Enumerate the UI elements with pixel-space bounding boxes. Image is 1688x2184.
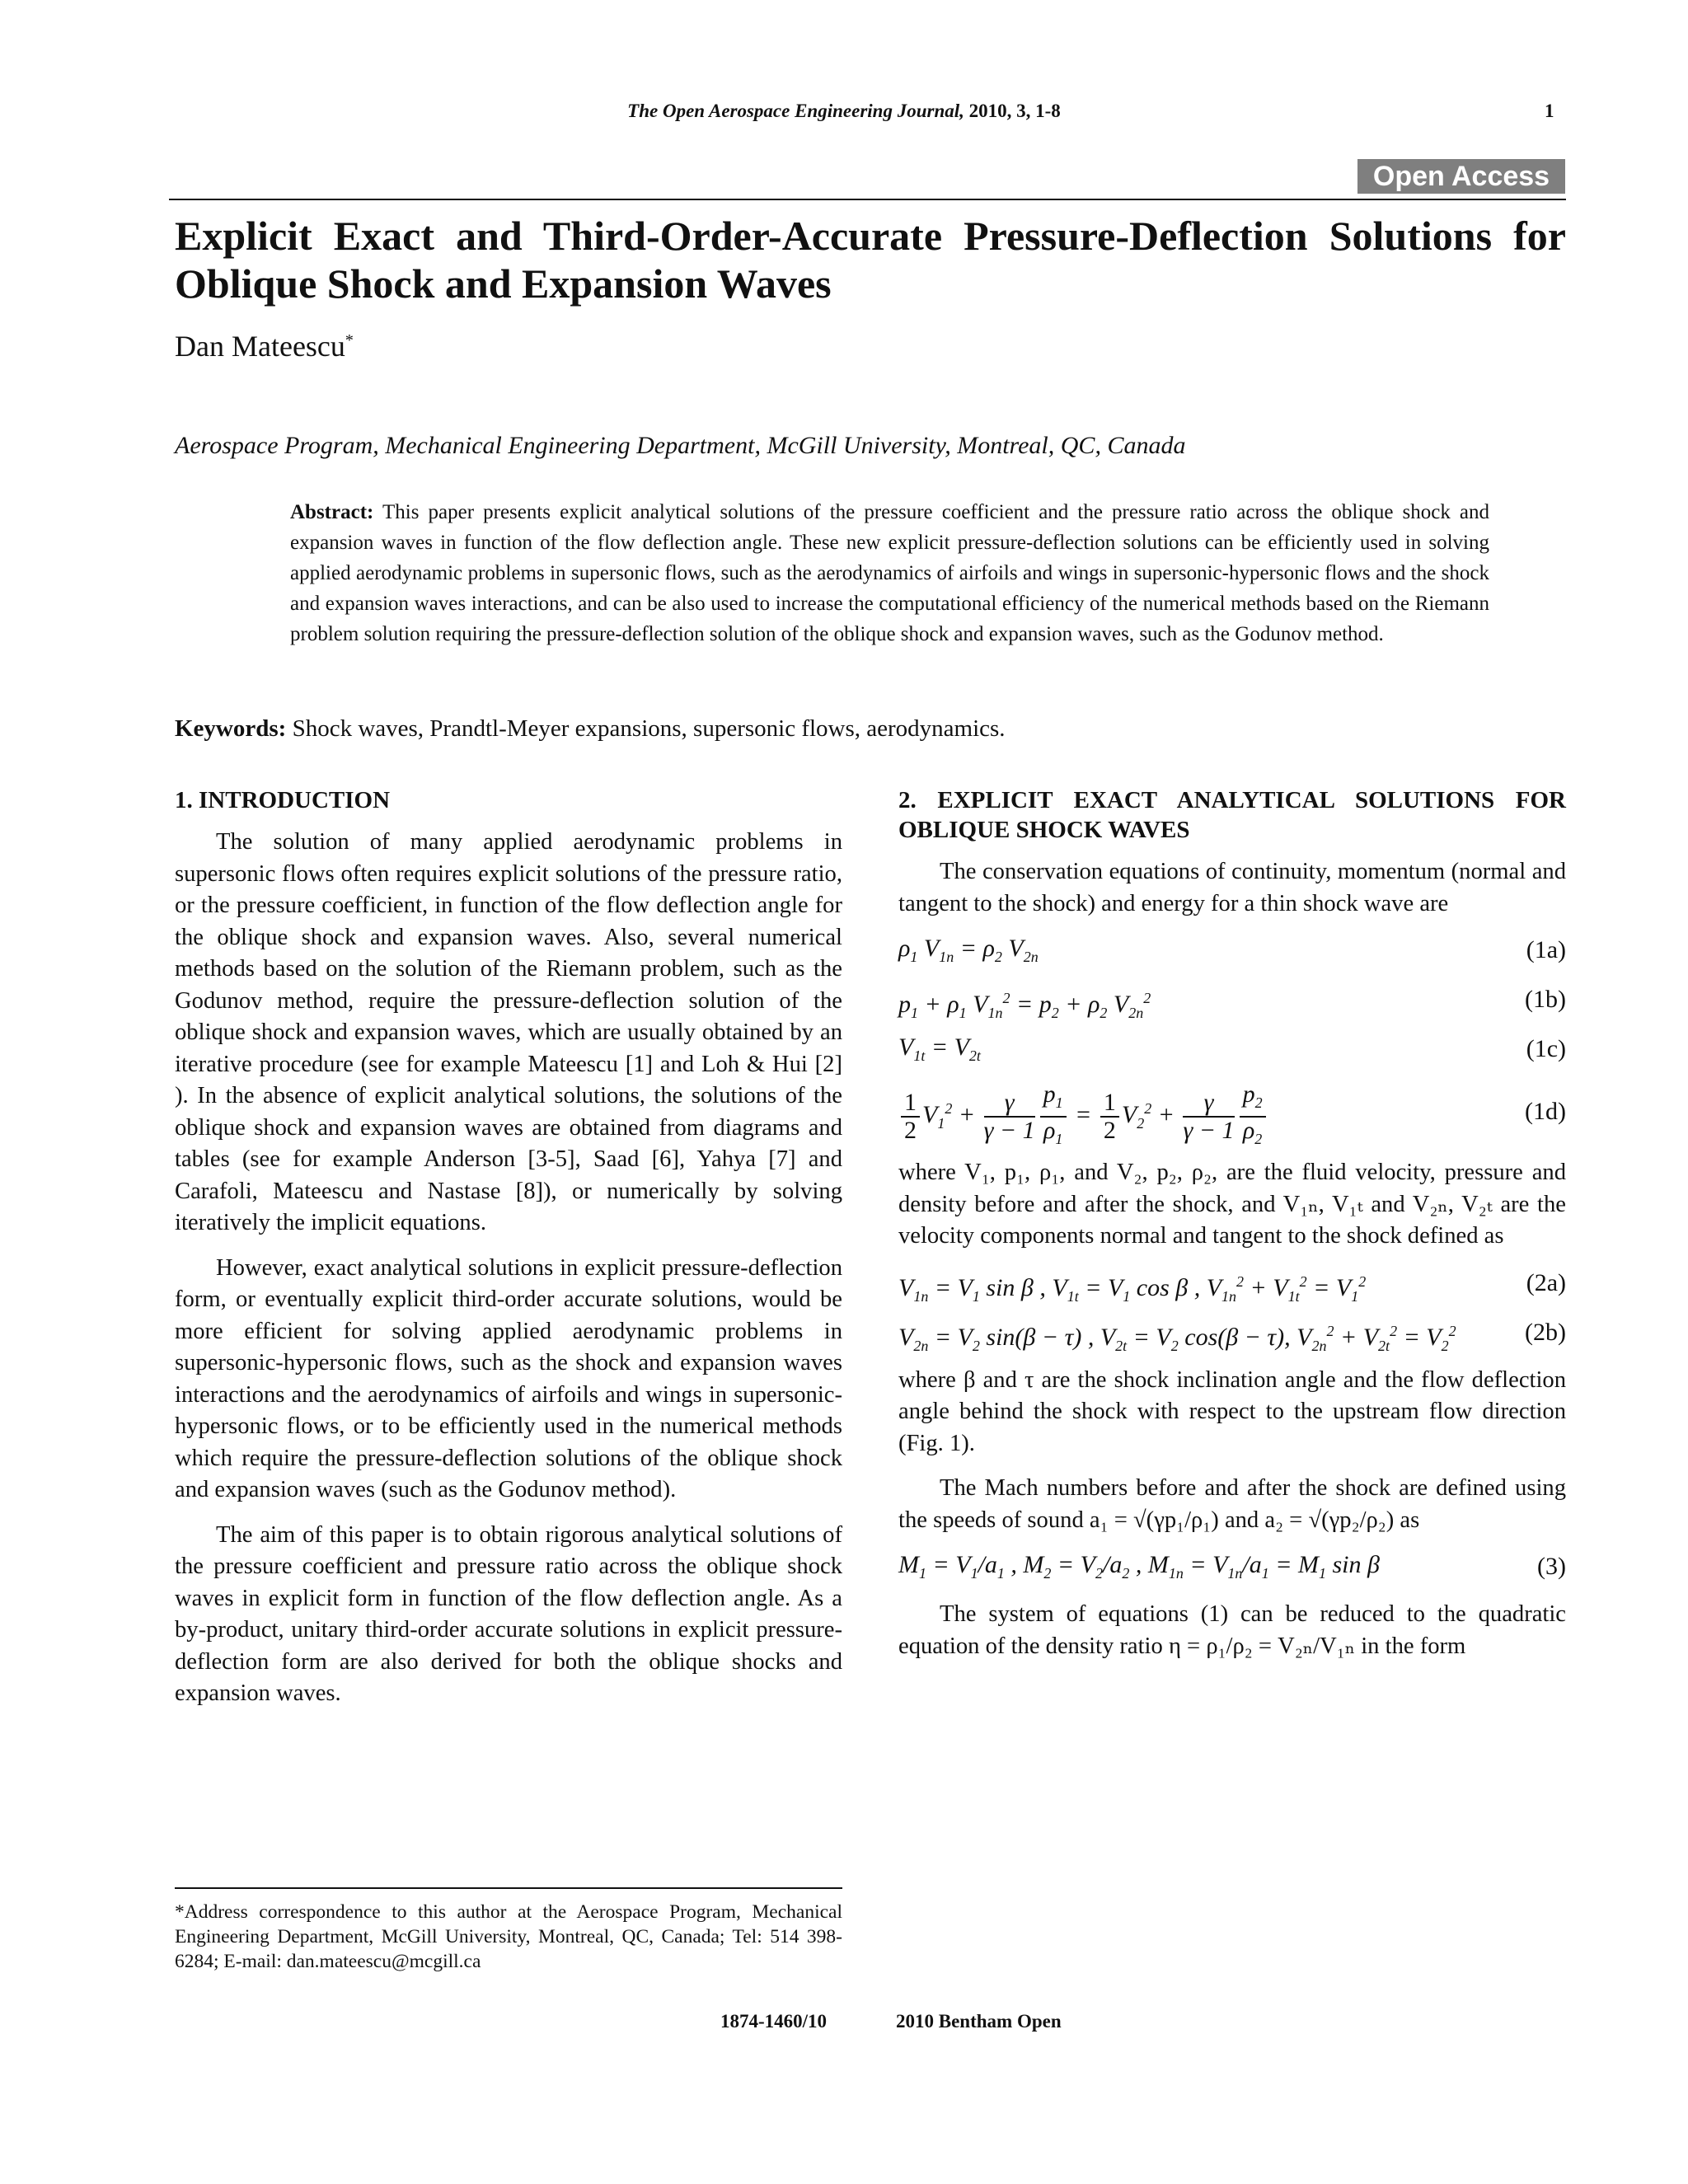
footnote-rule [175,1887,842,1889]
paper-title: Explicit Exact and Third-Order-Accurate Pressure-Deflection Solutions for Oblique Shock and Expansion Waves [175,213,1566,307]
equation-1a: $\rho_1$ $V_{1n} = \rho_2$ $V_{2n}$ (1a) [898,935,1566,965]
right-column [898,785,1566,1675]
footnote: *Address correspondence to this author at the Aerospace Program, Mechanical Engineering Department, McGill University, Montreal, QC, Canada; Tel: 514 398-6284; E-mail: dan.mateescu@mcgill.ca [175,1901,842,1972]
angles-paragraph: where β and τ are the shock inclination angle and the flow deflection angle behind the shock with respect to the upstream flow direction (Fig. 1). [898,1366,1566,1456]
mach-paragraph: The Mach numbers before and after the shock are defined using the speeds of sound a₁ = √(γp₁/ρ₁) and a₂ = √(γp₂/ρ₂) as [898,1475,1566,1533]
affiliation: Aerospace Program, Mechanical Engineering Department, McGill University, Montreal, QC, Canada [175,432,1186,459]
equation-3: $M_1 = V_1/a_1$ , $M_2 = V_2/a_2$ , $M_{1n} = V_{1n}/a_1 = M_1$ sin β (3) [898,1551,1566,1582]
left-column [175,785,842,1723]
journal-name: The Open Aerospace Engineering Journal, [627,101,964,121]
equation-1a-label: (1a) [1526,936,1566,963]
equation-1b: $p_1 + \rho_1$ $V_{1n}^2 = p_2 + \rho_2$ $V_{2n}^2$ (1b) [898,986,1566,1021]
keywords-label: Keywords: [175,715,287,742]
equation-1c: $V_{1t} = V_{2t}$ (1c) [898,1033,1566,1064]
page-number: 1 [1545,101,1554,121]
running-head [0,101,1688,122]
section-heading-explicit-solutions: 2. EXPLICIT EXACT ANALYTICAL SOLUTIONS FOR OBLIQUE SHOCK WAVES [898,787,1566,843]
keywords-text: Shock waves, Prandtl-Meyer expansions, supersonic flows, aerodynamics. [292,715,1006,742]
equation-2a: $V_{1n} = V_1$ sin β , $V_{1t} = V_1$ cos β , $V_{1n}^2 + V_{1t}^2 = V_1^2$ (2a) [898,1268,1566,1305]
equation-1c-label: (1c) [1526,1035,1566,1062]
abstract-text: This paper presents explicit analytical solutions of the pressure coefficient and the pressure ratio across the oblique shock and expansion waves in function of the flow deflection angle. These new explicit pressure-deflection solutions can be efficiently used in solving applied aerodynamic problems in supersonic flows, such as the aerodynamics of airfoils and wings in supersonic-hypersonic flows and the shock and expansion waves interactions, and can be also used to increase the computational efficiency of the numerical methods based on the Riemann problem solution requiring the pressure-deflection solution of the oblique shock and expansion waves, such as the Godunov method. [290,501,1489,645]
equation-1b-label: (1b) [1525,986,1566,1013]
abstract [290,497,1489,649]
equation-1d: $\frac{1}{2}$ $V_1^2$ + $\frac{\gamma}{\gamma - 1}$ $\frac{p_1}{\rho_1}$ = $\frac{1}{2}$ $V_2^2$ + $\frac{\gamma}{\gamma - 1}$ $\frac{p_2}{\rho_2}$ (1d) [898,1081,1566,1141]
copyright: 2010 Bentham Open [896,2011,1062,2032]
equation-1d-label: (1d) [1525,1098,1566,1125]
author-line [175,329,354,363]
equation-2a-label: (2a) [1526,1268,1566,1296]
year-volume: 2010, 3, 1-8 [968,101,1061,121]
keywords [175,715,1566,743]
equation-2b-label: (2b) [1525,1318,1566,1346]
open-access-badge: Open Access [1357,159,1565,194]
quadratic-paragraph: The system of equations (1) can be reduced to the quadratic equation of the density ratio η = ρ₁/ρ₂ = V₂ₙ/V₁ₙ in the form [898,1601,1566,1659]
header-rule [169,199,1566,200]
issn: 1874-1460/10 [720,2011,828,2032]
intro-paragraph-1: The solution of many applied aerodynamic problems in supersonic flows often requires explicit solutions of the pressure ratio, or the pressure coefficient, in function of the flow deflection angle for the oblique shock and expansion waves. Also, several numerical methods based on the solution of the Riemann problem, such as the Godunov method, require the pressure-deflection solution of the oblique shock and expansion waves, which are usually obtained by an iterative procedure (see for example Mateescu [1] and Loh & Hui [2] ). In the absence of explicit analytical solutions, the solutions of the oblique shock and expansion waves are obtained from diagrams and tables (see for example Anderson [3-5], Saad [6], Yahya [7] and Carafoli, Mateescu and Nastase [8]), or numerically by solving iteratively the implicit equations. [175,829,842,1235]
variables-paragraph: where V₁, p₁, ρ₁, and V₂, p₂, ρ₂, are the fluid velocity, pressure and density before and after the shock, and V₁ₙ, V₁ₜ and V₂ₙ, V₂ₜ are the velocity components normal and tangent to the shock defined as [898,1160,1566,1249]
abstract-label: Abstract: [290,501,374,523]
intro-paragraph-2: However, exact analytical solutions in explicit pressure-deflection form, or eventually explicit third-order accurate solutions, would be more efficient for solving applied aerodynamic problems in supersonic-hypersonic flows, such as the shock and expansion waves interactions and the aerodynamics of airfoils and wings in supersonic-hypersonic flows, or to be efficiently used in the numerical methods which require the pressure-deflection solutions of the oblique shock and expansion waves (such as the Godunov method). [175,1254,842,1502]
author-name: Dan Mateescu [175,330,345,363]
author-footnote-mark: * [345,331,354,349]
intro-paragraph-3: The aim of this paper is to obtain rigorous analytical solutions of the pressure coefficient and pressure ratio across the oblique shock waves in explicit form in function of the flow deflection angle. As a by-product, unitary third-order accurate solutions in explicit pressure-deflection form are also derived for both the oblique shocks and expansion waves. [175,1521,842,1706]
equation-2b: $V_{2n} = V_2$ sin(β − τ) , $V_{2t} = V_2$ cos(β − τ), $V_{2n}^2 + V_{2t}^2 = V_2^2$ (2b) [898,1318,1566,1354]
equation-3-label: (3) [1537,1553,1566,1580]
section-heading-introduction: 1. INTRODUCTION [175,787,391,813]
conservation-paragraph: The conservation equations of continuity, momentum (normal and tangent to the shock) and energy for a thin shock wave are [898,859,1566,916]
